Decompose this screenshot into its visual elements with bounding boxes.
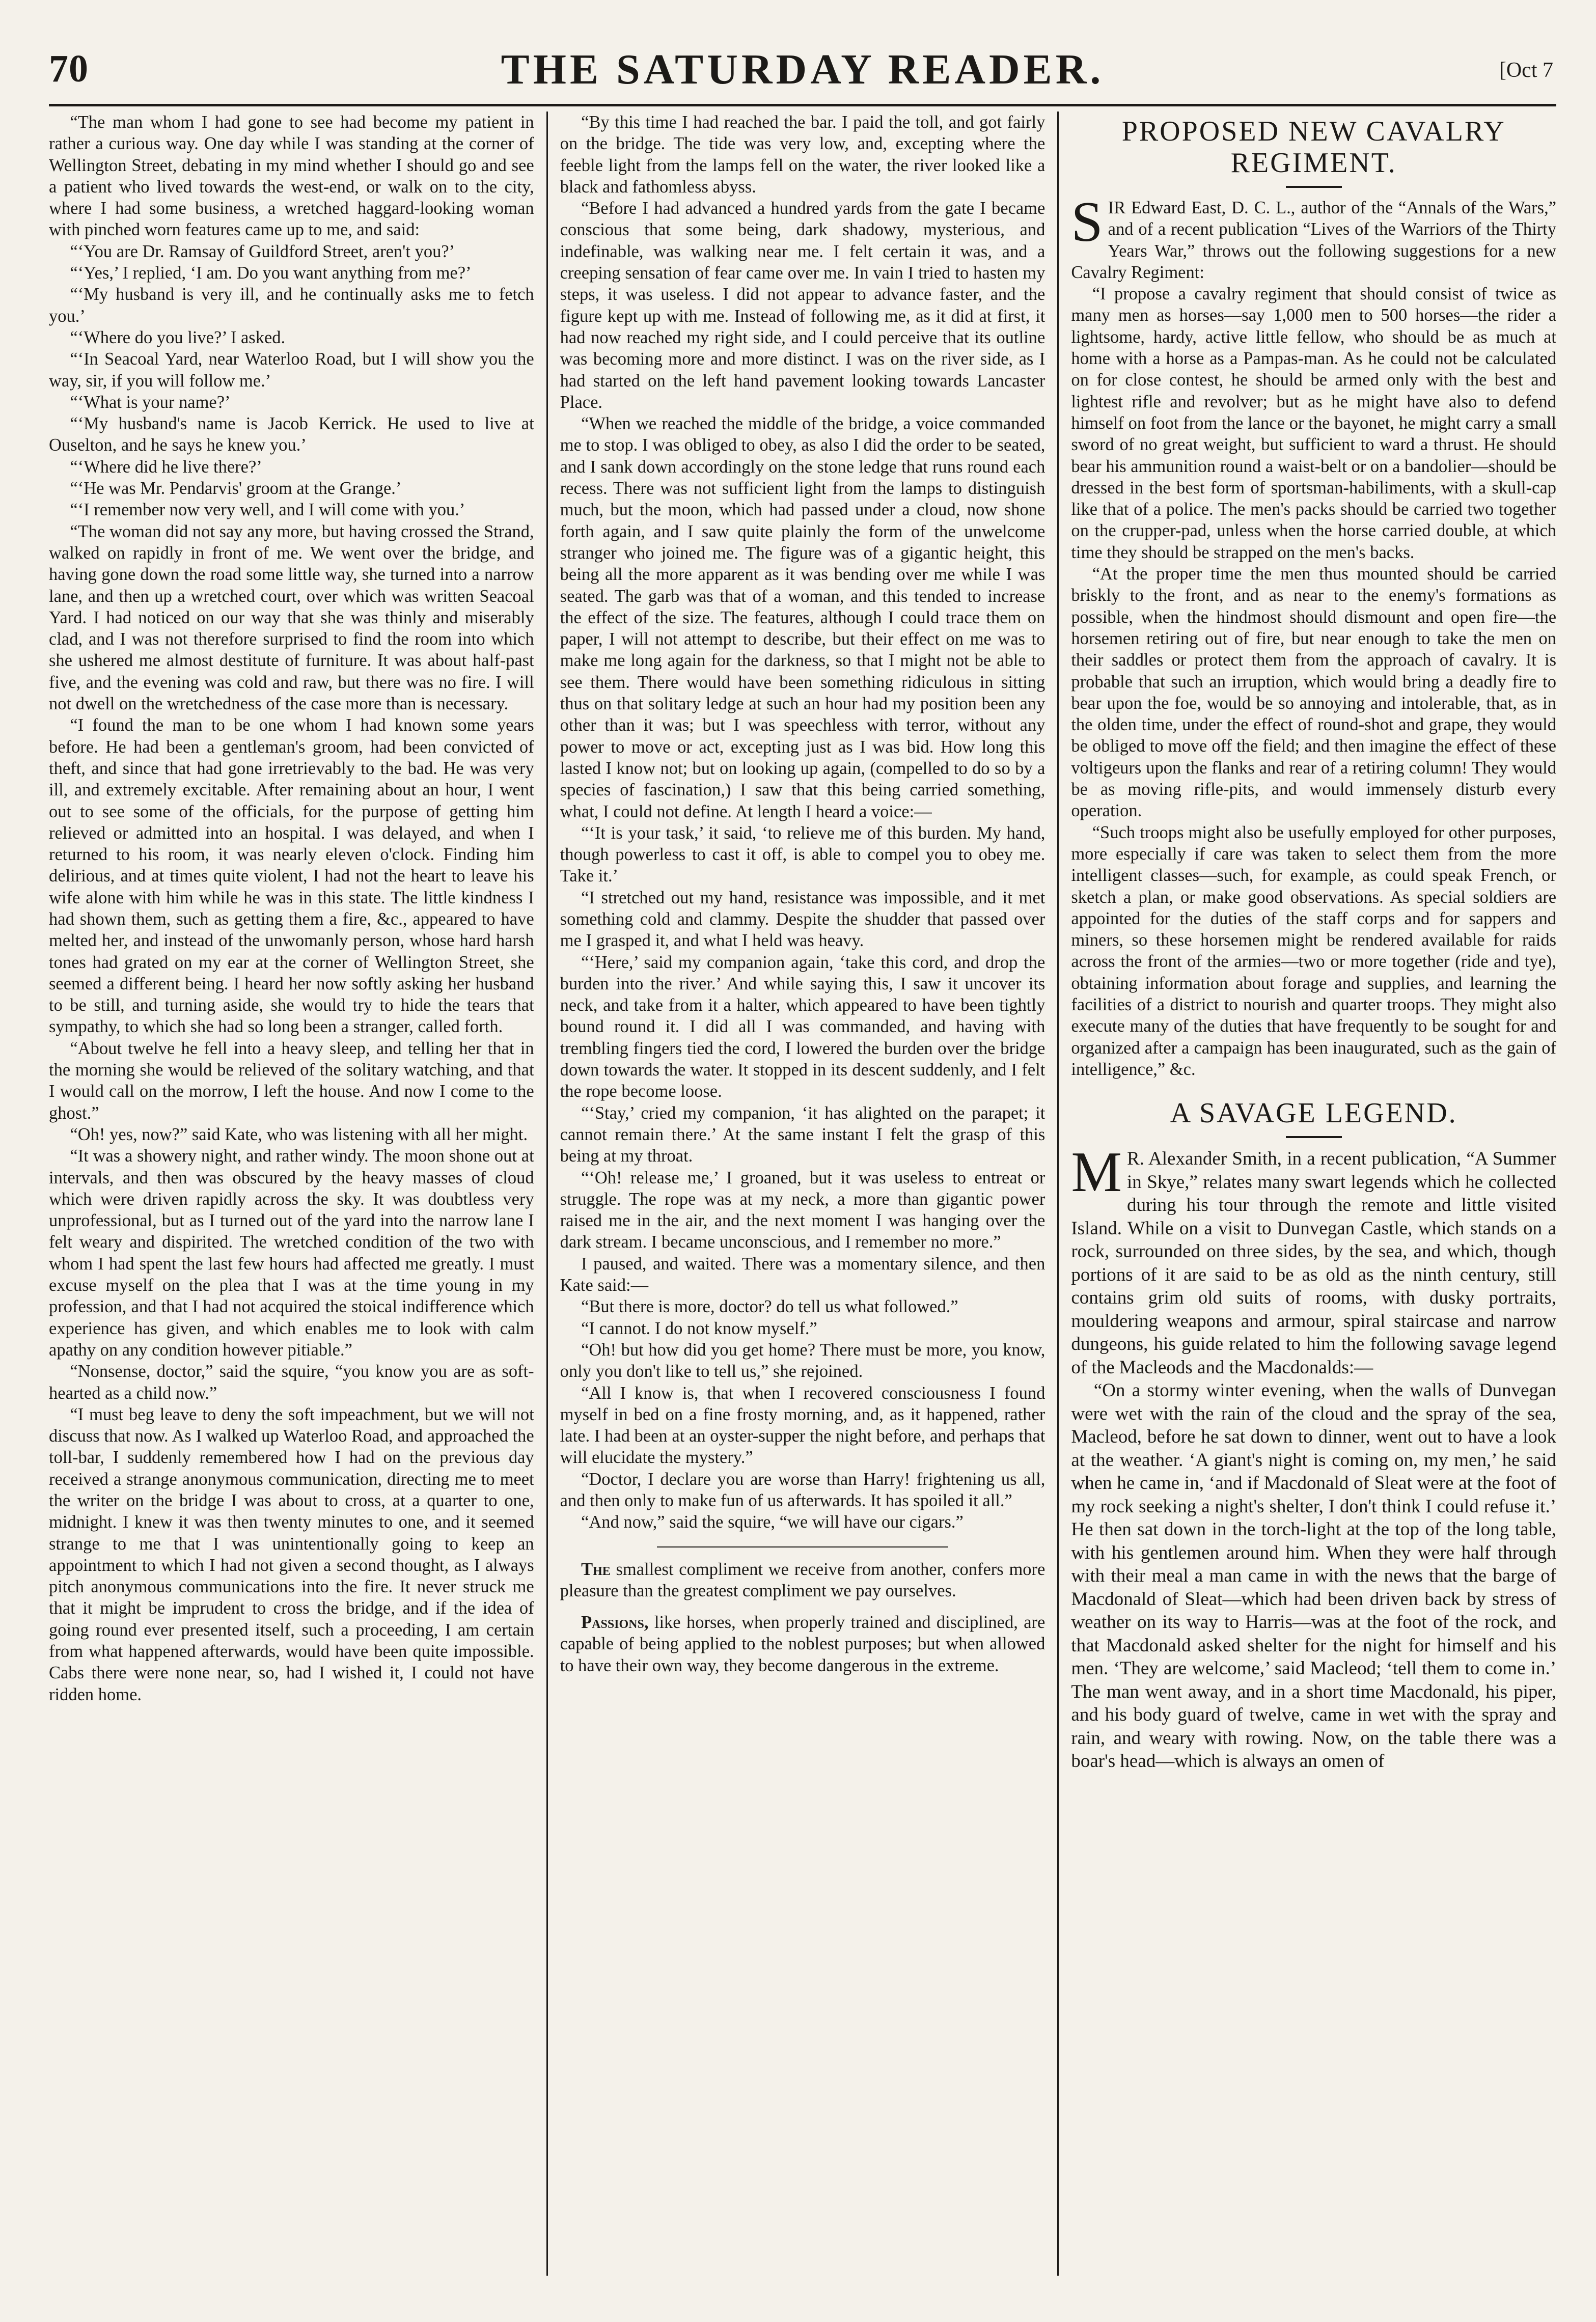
paragraph: “‘What is your name?’ (70, 392, 231, 412)
masthead (49, 43, 1556, 104)
paragraph-text: R. Alexander Smith, in a recent publication, “A Summer in Skye,” relates many swart legends which he collected during his tour through the remote and little visited Island. While on a visit to Dunvegan Castle, which stands on a rock, surrounded on three sides, by the sea, and which, though portions of it are said to be as old as the ninth century, still contains grim old suits of rooms, with dusky portraits, mouldering weapons and armour, spiral staircase and narrow dungeons, his guide related to him the following savage legend of the Macleods and the Macdonalds:— (1071, 1148, 1557, 1378)
paragraph: “Doctor, I declare you are worse than Harry! frightening us all, and then only to make fun of us afterwards. It has spoiled it all.” (560, 1469, 1045, 1510)
column-right (1057, 112, 1556, 2276)
paragraph: “All I know is, that when I recovered consciousness I found myself in bed on a fine frosty morning, and, as it happened, rather late. I had been at an oyster-supper the night before, and perhaps that will elucidate the mystery.” (560, 1383, 1045, 1468)
aphorism-text: smallest compliment we receive from another, confers more pleasure than the greatest compliment we pay ourselves. (560, 1559, 1045, 1600)
column-left-story (49, 112, 546, 2276)
aphorism-lead-word: Passions, (581, 1613, 649, 1633)
paragraph (1071, 1141, 1557, 1379)
paragraph: “I must beg leave to deny the soft impeachment, but we will not discuss that now. As I walked up Waterloo Road, and approached the toll-bar, I suddenly remembered how I had on the previous day received a strange anonymous communication, directing me to meet the writer on the bridge I was about to cross, at a quarter to one, midnight. I knew it was then twenty minutes to one, and it seemed strange to me that I was unintentionally going to keep an appointment to which I had not given a second thought, as I always pitch anonymous communications into the fire. It never struck me that it might be imprudent to cross the bridge, and if the idea of going round ever presented itself, such a proceeding, I am certain from what happened afterwards, would have been quite impossible. Cabs there were none near, so, had I wished it, I could not have ridden home. (49, 1404, 534, 1704)
paragraph: “‘In Seacoal Yard, near Waterloo Road, but I will show you the way, sir, if you will follow me.’ (49, 349, 534, 391)
paragraph: “I cannot. I do not know myself.” (581, 1318, 817, 1338)
paragraph: “I stretched out my hand, resistance was impossible, and it met something cold and clammy. Despite the shudder that passed over me I grasped it, and what I held was heavy. (560, 888, 1045, 951)
legend-article (1071, 1141, 1557, 1773)
paragraph: “‘Stay,’ cried my companion, ‘it has alighted on the parapet; it cannot remain there.’ At the same instant I felt the grasp of this being at my throat. (560, 1103, 1045, 1166)
aphorisms (560, 1559, 1045, 1676)
paragraph: “I propose a cavalry regiment that should consist of twice as many men as horses—say 1,000 men to 500 horses—the rider a lightsome, hardy, active little fellow, who should be as much at home with a horse as a Pampas-man. As he could not be calculated on for close contest, he should be armed only with the best and lightest rifle and revolver; but as he might have also to defend himself on foot from the lance or the bayonet, he might carry a small sword of no great weight, but sufficient to ward a thrust. He should bear his ammunition round a waist-belt or on a bandolier—should be dressed in the best form of sportsman-habiliments, with a skull-cap like that of a police. The men's packs should be carried two together on the crupper-pad, unless when the horse carried double, at which time they should be strapped on the men's backs. (1071, 284, 1557, 562)
paragraph: “‘My husband's name is Jacob Kerrick. He used to live at Ouselton, and he says he knew you.’ (49, 414, 534, 455)
paragraph: “And now,” said the squire, “we will have our cigars.” (581, 1512, 964, 1532)
paragraph: “‘My husband is very ill, and he continually asks me to fetch you.’ (49, 285, 534, 326)
columns (49, 112, 1556, 2276)
paragraph-text: IR Edward East, D. C. L., author of the “Annals of the Wars,” and of a recent publication “Lives of the Warriors of the Thirty Years War,” throws out the following suggestions for a new Cavalry Regiment: (1071, 198, 1557, 282)
paragraph (1071, 190, 1557, 283)
masthead-rule (49, 104, 1556, 106)
section-separator (657, 1546, 948, 1547)
paragraph: “By this time I had reached the bar. I paid the toll, and got fairly on the bridge. The tide was very low, and, excepting where the feeble light from the lamps fell on the water, the river looked like a black and fathomless abyss. (560, 113, 1045, 197)
legend-headline: A SAVAGE LEGEND. (1170, 1097, 1457, 1129)
aphorism-lead-word: The (581, 1559, 611, 1579)
aphorism (560, 1559, 1045, 1602)
paragraph: “About twelve he fell into a heavy sleep, and telling her that in the morning she would be relieved of the solitary watching, and that I would call on the morrow, I left the house. And now I come to the ghost.” (49, 1038, 534, 1123)
paragraph: “Such troops might also be usefully employed for other purposes, more especially if care was taken to select them from the more intelligent classes—such, for example, as could speak French, or sketch a plan, or make good observations. As special soldiers are appointed for the duties of the staff corps and for sappers and miners, so these horsemen might be rendered available for raids across the front of the armies—two or more together (ride and tye), obtaining information about forage and supplies, and learning the facilities of a district to nourish and quarter troops. They might also execute many of the duties that have frequently to be sought for and organized after a campaign has been inaugurated, such as the gain of intelligence,” &c. (1071, 822, 1557, 1079)
headline-rule (1286, 186, 1342, 188)
paragraph: “‘Oh! release me,’ I groaned, but it was useless to entreat or struggle. The rope was at my neck, a more than gigantic power raised me in the air, and the next moment I was hanging over the dark stream. I became unconscious, and I remember no more.” (560, 1168, 1045, 1252)
paragraph: “‘It is your task,’ it said, ‘to relieve me of this burden. My hand, though powerless to cast it off, is able to compel you to obey me. Take it.’ (560, 823, 1045, 886)
paragraph: “It was a showery night, and rather windy. The moon shone out at intervals, and then was obscured by the heavy masses of cloud which were driven rapidly across the sky. It was doubtless very unprofessional, but as I turned out of the yard into the narrow lane I felt weary and dispirited. The wretched condition of the two with whom I had spent the last few hours had affected me greatly. I must excuse myself on the plea that I was at the time young in my profession, and that I had not acquired the stoical indifference which experience has given, and which enables me to look with calm apathy on any condition however pitiable.” (49, 1146, 534, 1360)
paragraph: “The woman did not say any more, but having crossed the Strand, walked on rapidly in front of me. We went over the bridge, and having gone down the road some little way, she turned into a narrow lane, and then up a wretched court, over which was written Seacoal Yard. I had noticed on our way that she was thinly and miserably clad, and I was not therefore surprised to find the room into which she ushered me almost destitute of furniture. It was about half-past five, and the evening was cold and raw, but there was no fire. I will not dwell on the wretchedness of the case more than is necessary. (49, 521, 534, 714)
paragraph: “But there is more, doctor? do tell us what followed.” (581, 1297, 958, 1317)
paragraph: “Oh! but how did you get home? There must be more, you know, only you don't like to tell us,” she rejoined. (560, 1340, 1045, 1381)
paragraph: “When we reached the middle of the bridge, a voice commanded me to stop. I was obliged to obey, as also I did the order to be seated, and I sank down accordingly on the stone ledge that runs round each recess. There was not sufficient light from the lamps to distinguish much, but the moon, which had passed under a cloud, now shone forth again, and I saw quite plainly the form of the unwelcome stranger who joined me. The figure was of a gigantic height, this being all the more apparent as it was bending over me while I was seated. The garb was that of a woman, and this tended to increase the effect of the size. The features, although I could trace them on paper, I will not attempt to describe, but their effect on me was to make me long again for the darkness, so that I might not be able to see them. There would have been something ridiculous in sitting thus on that solitary ledge at such an hour had my position been any other than it was; but I was speechless with terror, without any power to move or act, excepting just as I was bid. How long this lasted I know not; but on looking up again, (compelled to do so by a species of fascination,) I saw that this being carried something, what, I could not define. At length I heard a voice:— (560, 414, 1045, 821)
paragraph: I paused, and waited. There was a momentary silence, and then Kate said:— (560, 1254, 1045, 1295)
headline-rule (1286, 1136, 1342, 1138)
paragraph: “‘Where did he live there?’ (70, 457, 262, 477)
paragraph: “‘Yes,’ I replied, ‘I am. Do you want anything from me?’ (70, 263, 472, 283)
paragraph: “On a stormy winter evening, when the walls of Dunvegan were wet with the rain of the cloud and the spray of the sea, Macleod, before he sat down to dinner, went out to have a look at the weather. ‘A giant's night is coming on, my men,’ he said when he came in, ‘and if Macdonald of Sleat were at the foot of my rock seeking a night's shelter, I don't think I could refuse it.’ He then sat down in the torch-light at the top of the long table, with his gentlemen around him. When they were half through with their meal a man came in with the news that the barge of Macdonald of Sleat—which had been driven back by stress of weather on its way to Harris—was at the foot of the rock, and that Macdonald asked shelter for the night for himself and his men. ‘They are welcome,’ said Macleod; ‘tell them to come in.’ The man went away, and in a short time Macdonald, his piper, and his body guard of twelve, came in wet with the spray and rain, and weary with rowing. Now, on the table there was a boar's head—which is always an omen of (1071, 1380, 1557, 1772)
aphorism (560, 1612, 1045, 1676)
paragraph: “At the proper time the men thus mounted should be carried briskly to the front, and as near to the enemy's formations as possible, when the hindmost should dismount and open fire—the horsemen retiring out of fire, but near enough to take the men on their saddles or protect them from the approach of cavalry. It is probable that such an irruption, which would bring a deadly fire to bear upon the foe, would be so annoying and intolerable, that, as in the olden time, under the effect of round-shot and grape, they would be obliged to move off the field; and then imagine the effect of these voltigeurs upon the flanks and rear of a retiring column! They would be as moving rifle-pits, and would immensely disturb every operation. (1071, 564, 1557, 821)
cavalry-article (1071, 190, 1557, 1080)
aphorism-text: like horses, when properly trained and disciplined, are capable of being applied to the noblest purposes; but when allowed to have their own way, they become dangerous in the extreme. (560, 1613, 1045, 1675)
column-middle-story (560, 112, 1045, 1533)
paragraph: “Nonsense, doctor,” said the squire, “you know you are as soft-hearted as a child now.” (49, 1362, 534, 1403)
paragraph: “‘I remember now very well, and I will come with you.’ (70, 500, 465, 520)
drop-cap: M (1071, 1141, 1122, 1204)
paragraph: “Before I had advanced a hundred yards from the gate I became conscious that some being, dark shadowy, mysterious, and indefinable, was walking near me. I felt certain it was, and a creeping sensation of fear came over me. In vain I tried to hasten my steps, it was useless. I did not appear to advance faster, and the figure kept up with me. Instead of following me, as it did at first, it had now reached my right side, and I could perceive that its outline was becoming more and more distinct. I was on the river side, as I had started on the left hand pavement looking towards Lancaster Place. (560, 199, 1045, 412)
cavalry-headline: PROPOSED NEW CAVALRY REGIMENT. (1121, 116, 1506, 179)
newspaper-title: THE SATURDAY READER. (501, 46, 1105, 93)
column-middle (546, 112, 1058, 2276)
paragraph: “I found the man to be one whom I had known some years before. He had been a gentleman's groom, had been convicted of theft, and since that had gone irretrievably to the bad. He was very ill, and extremely excitable. After remaining about an hour, I went out to see some of the officials, for the purpose of getting him relieved or admitted into an hospital. I was delayed, and when I returned to his room, it was nearly eleven o'clock. Finding him delirious, and at times quite violent, I had not the heart to leave his wife alone with him while he was in this state. The little kindness I had shown them, such as getting them a fire, &c., appeared to have melted her, and instead of the unwomanly person, whose hard harsh tones had grated on my ear at the corner of Wellington Street, she seemed a different being. I heard her now softly asking her husband to be still, and turning aside, she would try to hide the tears that sympathy, to which she had so long been a stranger, called forth. (49, 715, 534, 1037)
paragraph: “‘He was Mr. Pendarvis' groom at the Grange.’ (70, 479, 402, 499)
paragraph: “Oh! yes, now?” said Kate, who was listening with all her might. (70, 1124, 528, 1144)
issue-date: [Oct 7 (1499, 59, 1553, 82)
drop-cap: S (1071, 190, 1103, 254)
paragraph: “‘You are Dr. Ramsay of Guildford Street, aren't you?’ (70, 241, 455, 261)
paragraph: “The man whom I had gone to see had become my patient in rather a curious way. One day while I was standing at the corner of Wellington Street, debating in my mind whether I should go and see a patient who lived towards the west-end, or walk on to the city, where I had some business, a wretched haggard-looking woman with pinched worn features came up to me, and said: (49, 113, 534, 240)
paragraph: “‘Where do you live?’ I asked. (70, 327, 286, 347)
paragraph: “‘Here,’ said my companion again, ‘take this cord, and drop the burden into the river.’ And while saying this, I saw it uncover its neck, and take from it a halter, which appeared to have been tightly bound round it. I did all I was commanded, and having with trembling fingers tied the cord, I lowered the burden over the bridge down towards the water. It stopped in its descent suddenly, and I felt the rope become loose. (560, 952, 1045, 1101)
page-number: 70 (49, 47, 89, 90)
